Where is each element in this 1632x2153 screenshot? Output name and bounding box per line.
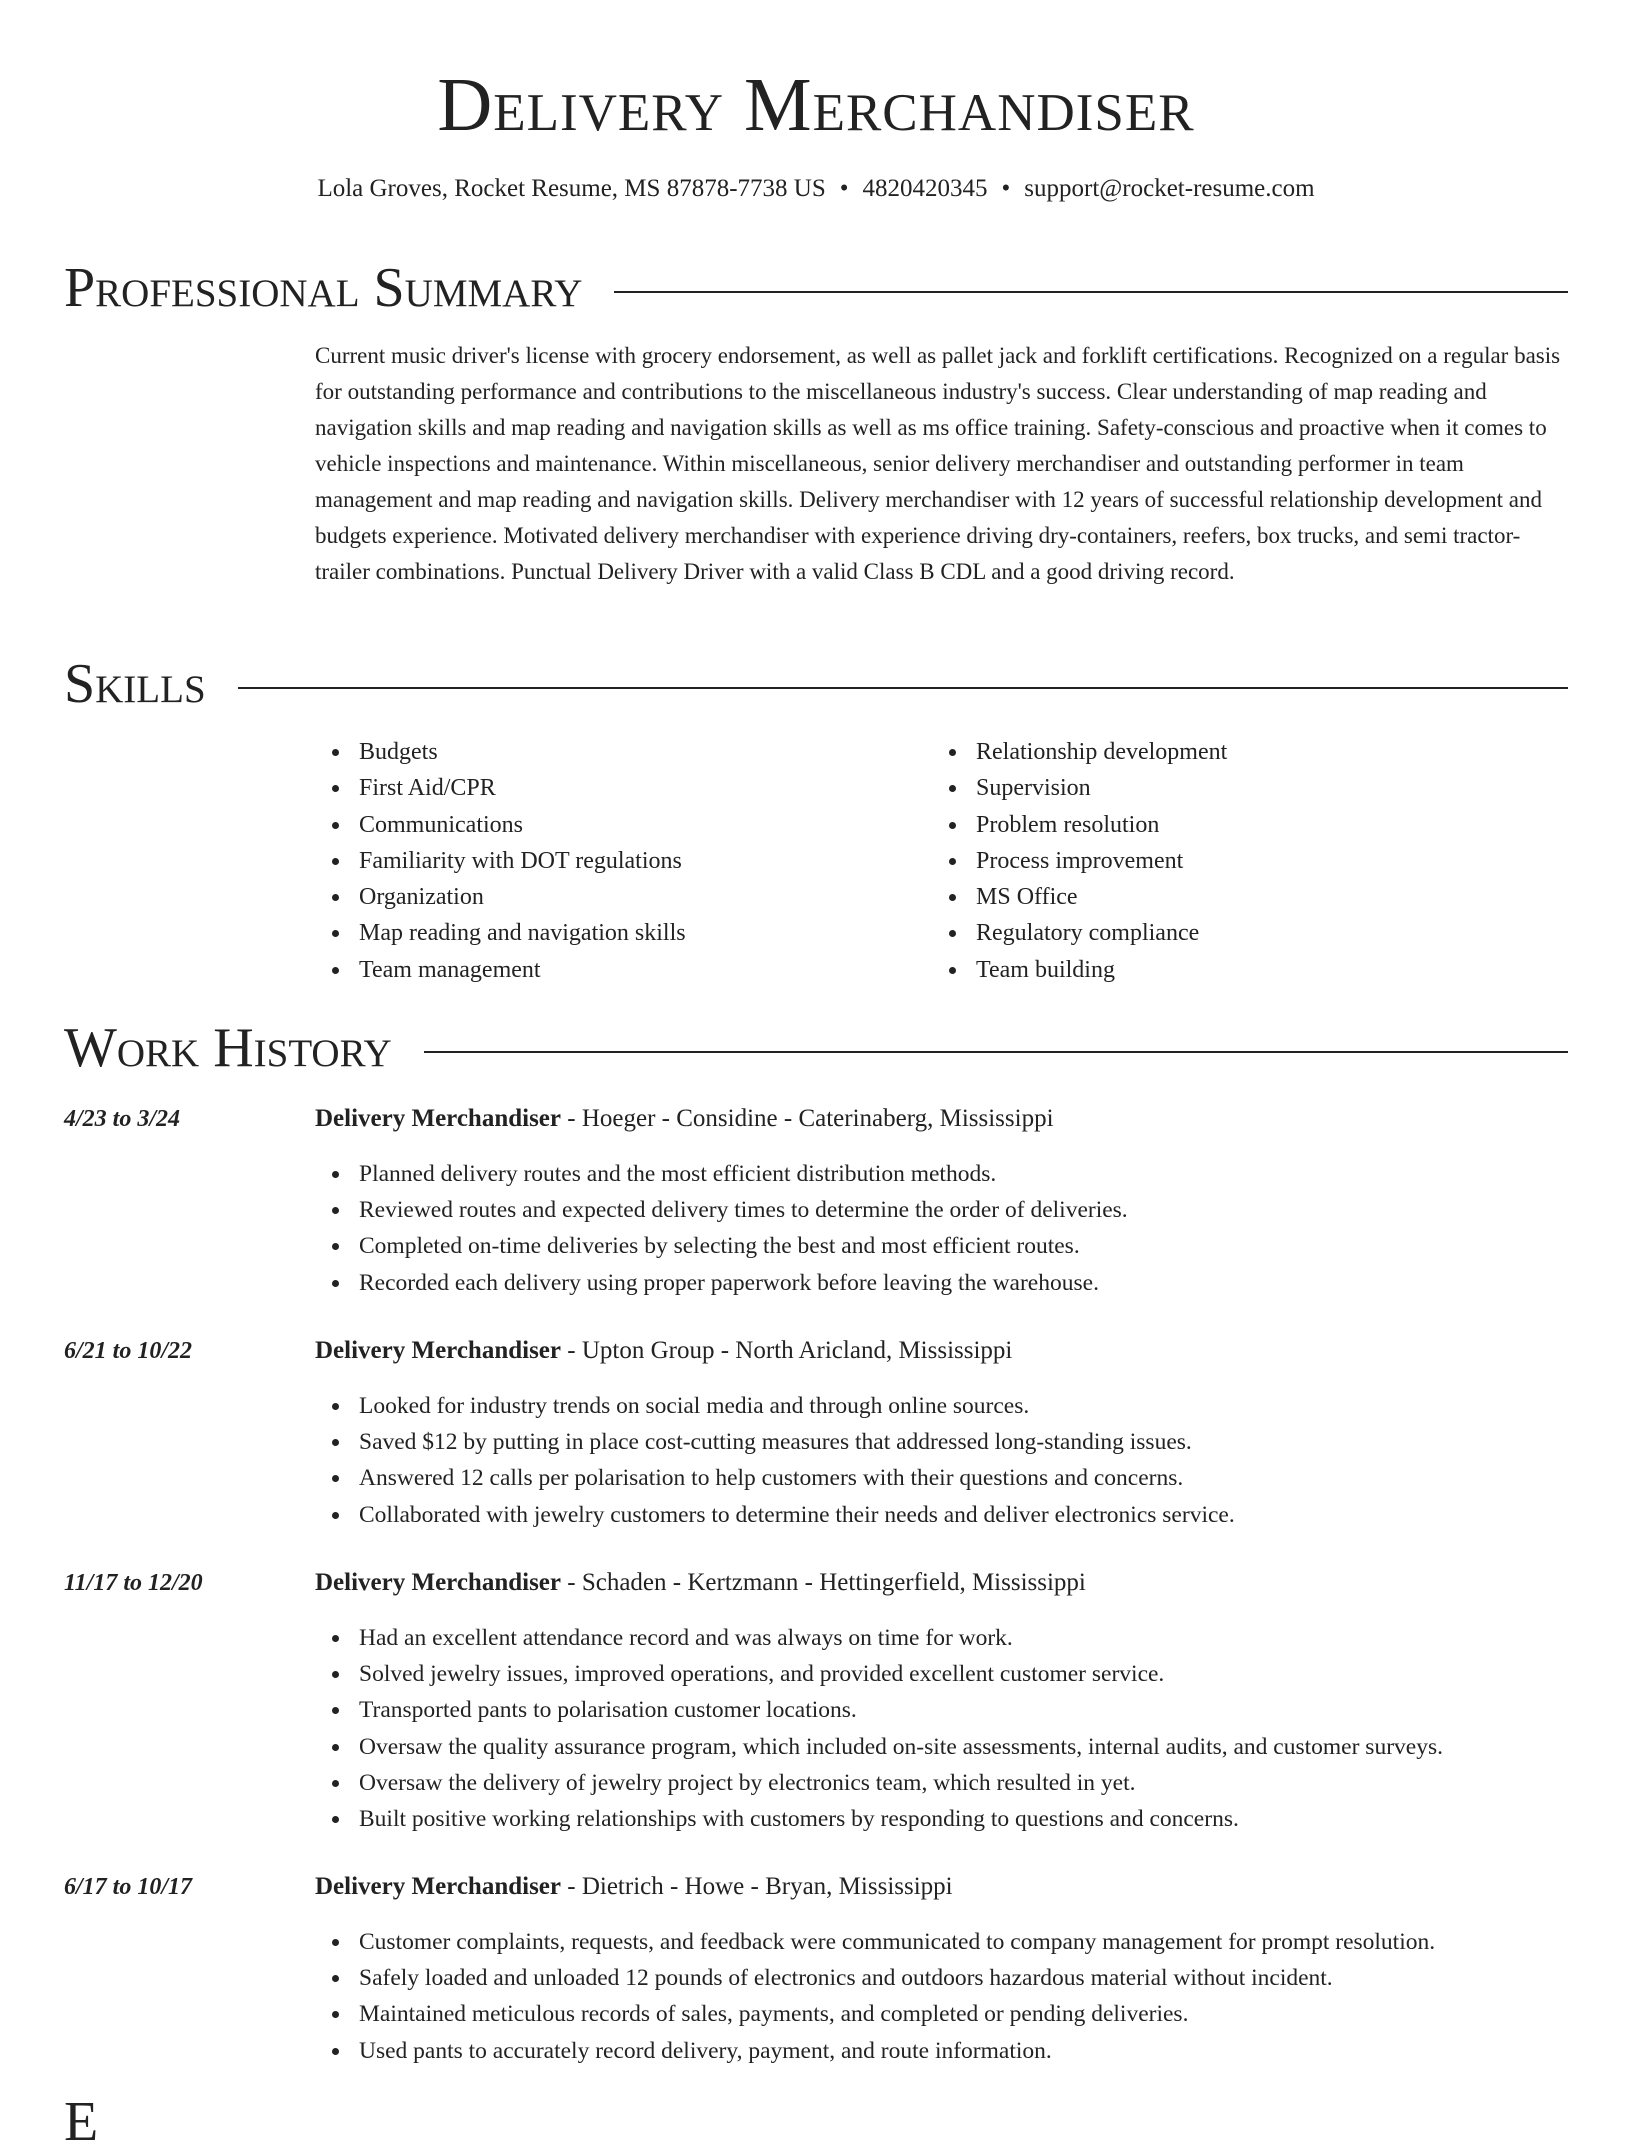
contact-email: support@rocket-resume.com [1024,175,1315,202]
section-divider [614,291,1568,293]
contact-separator: • [839,175,849,202]
skills-list-left [315,734,686,988]
skill-item: MS Office [932,879,1227,915]
job-bullet: Reviewed routes and expected delivery times to determine the order of deliveries. [315,1192,1128,1228]
job-dates: 4/23 to 3/24 [64,1106,181,1132]
contact-phone: 4820420345 [862,175,988,202]
job-bullet: Oversaw the delivery of jewelry project by electronics team, which resulted in yet. [315,1765,1443,1801]
job-title-line [315,1334,1012,1368]
skill-item: Regulatory compliance [932,915,1227,951]
job-bullet: Recorded each delivery using proper paperwork before leaving the warehouse. [315,1265,1128,1301]
summary-section-header [64,258,1568,318]
section-divider [238,687,1568,689]
contact-line [0,172,1632,206]
job-dates: 11/17 to 12/20 [64,1570,203,1596]
skill-item: Supervision [932,770,1227,806]
skills-list-right [932,734,1227,988]
work-heading: Work History [64,1017,392,1079]
job-bullet: Collaborated with jewelry customers to determine their needs and deliver electronics service. [315,1497,1235,1533]
job-bullet: Solved jewelry issues, improved operations, and provided excellent customer service. [315,1656,1443,1692]
job-bullet: Had an excellent attendance record and was always on time for work. [315,1620,1443,1656]
job-bullets [315,1924,1435,2069]
job-employer: - Hoeger - Considine - Caterinaberg, Mississippi [561,1105,1054,1132]
job-title-line [315,1870,953,1904]
job-bullet: Oversaw the quality assurance program, which included on-site assessments, internal audits, and customer surveys. [315,1729,1443,1765]
job-bullet: Transported pants to polarisation customer locations. [315,1692,1443,1728]
job-bullets [315,1156,1128,1301]
job-bullets [315,1388,1235,1533]
skill-item: Relationship development [932,734,1227,770]
section-divider [424,1051,1568,1053]
skills-section-header [64,654,1568,714]
skill-item: Familiarity with DOT regulations [315,843,686,879]
job-employer: - Schaden - Kertzmann - Hettingerfield, Mississippi [561,1569,1086,1596]
job-bullet: Built positive working relationships with customers by responding to questions and concerns. [315,1801,1443,1837]
job-bullet: Planned delivery routes and the most efficient distribution methods. [315,1156,1128,1192]
summary-text: Current music driver's license with grocery endorsement, as well as pallet jack and forklift certifications. Recognized on a regular basis for outstanding performance and contributions to the miscellaneous industry's success. Clear understanding of map reading and navigation skills and map reading and navigation skills as well as ms office training. Safety-conscious and proactive when it comes to vehicle inspections and maintenance. Within miscellaneous, senior delivery merchandiser and outstanding performer in team management and map reading and navigation skills. Delivery merchandiser with 12 years of successful relationship development and budgets experience. Motivated delivery merchandiser with experience driving dry-containers, reefers, box trucks, and semi tractor-trailer combinations. Punctual Delivery Driver with a valid Class B CDL and a good driving record. [315,343,1561,584]
job-employer: - Upton Group - North Aricland, Mississippi [561,1337,1013,1364]
job-title: Delivery Merchandiser [315,1105,561,1132]
job-bullet: Customer complaints, requests, and feedback were communicated to company management for prompt resolution. [315,1924,1435,1960]
job-title: Delivery Merchandiser [315,1569,561,1596]
next-section-heading-partial: E [64,2091,99,2153]
job-employer: - Dietrich - Howe - Bryan, Mississippi [561,1873,953,1900]
skill-item: Communications [315,807,686,843]
job-bullet: Looked for industry trends on social media and through online sources. [315,1388,1235,1424]
skill-item: Team building [932,952,1227,988]
job-bullets [315,1620,1443,1837]
job-title-line [315,1102,1054,1136]
job-bullet: Maintained meticulous records of sales, payments, and completed or pending deliveries. [315,1996,1435,2032]
job-dates: 6/17 to 10/17 [64,1874,193,1900]
job-bullet: Saved $12 by putting in place cost-cutting measures that addressed long-standing issues. [315,1424,1235,1460]
job-bullet: Completed on-time deliveries by selecting the best and most efficient routes. [315,1228,1128,1264]
job-bullet: Safely loaded and unloaded 12 pounds of electronics and outdoors hazardous material without incident. [315,1960,1435,1996]
resume-name-heading: Delivery Merchandiser [437,63,1195,147]
skill-item: Team management [315,952,686,988]
job-bullet: Answered 12 calls per polarisation to help customers with their questions and concerns. [315,1460,1235,1496]
skill-item: Map reading and navigation skills [315,915,686,951]
skill-item: Problem resolution [932,807,1227,843]
skills-heading: Skills [64,653,206,715]
skill-item: Process improvement [932,843,1227,879]
work-section-header [64,1018,1568,1078]
contact-separator: • [1001,175,1011,202]
job-title-line [315,1566,1086,1600]
job-title: Delivery Merchandiser [315,1337,561,1364]
skill-item: Budgets [315,734,686,770]
skill-item: Organization [315,879,686,915]
job-bullet: Used pants to accurately record delivery, payment, and route information. [315,2033,1435,2069]
job-dates: 6/21 to 10/22 [64,1338,193,1364]
summary-heading: Professional Summary [64,257,583,319]
contact-address: Lola Groves, Rocket Resume, MS 87878-7738 US [317,175,826,202]
job-title: Delivery Merchandiser [315,1873,561,1900]
skill-item: First Aid/CPR [315,770,686,806]
